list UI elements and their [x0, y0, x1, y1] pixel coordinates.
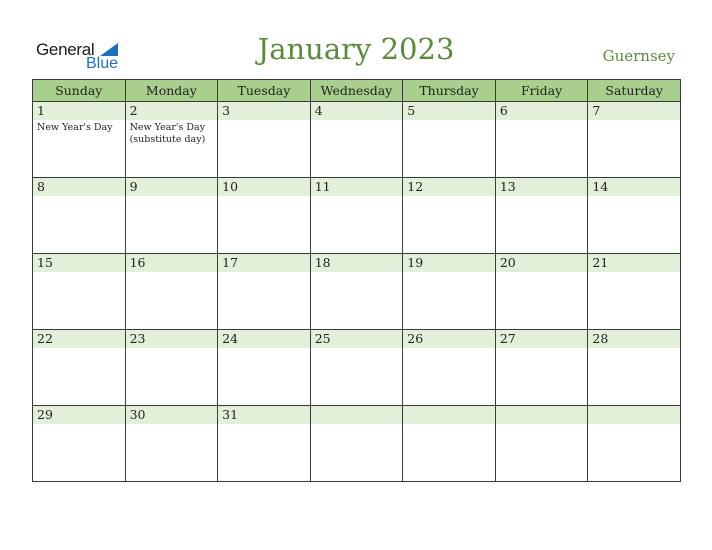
day-cell	[125, 406, 218, 482]
week-row	[33, 330, 681, 406]
day-cell	[33, 330, 126, 406]
day-number-bar	[496, 406, 588, 424]
day-cell	[310, 178, 403, 254]
day-number-bar	[33, 102, 125, 120]
day-number-bar	[588, 102, 680, 120]
day-number: 15	[37, 255, 53, 270]
day-number-bar	[33, 406, 125, 424]
day-cell	[495, 102, 588, 178]
day-number-bar	[33, 178, 125, 196]
day-cell	[218, 178, 311, 254]
weekday-header: Friday	[495, 80, 588, 102]
day-number-bar	[403, 254, 495, 272]
day-number-bar	[403, 102, 495, 120]
day-cell	[125, 102, 218, 178]
day-number-bar	[588, 330, 680, 348]
day-number	[588, 406, 680, 408]
day-number: 25	[314, 331, 331, 346]
day-cell	[588, 178, 681, 254]
day-cell	[218, 102, 311, 178]
weekday-header: Saturday	[588, 80, 681, 102]
day-number-bar	[311, 102, 403, 120]
day-number: 2	[129, 103, 138, 118]
day-cell	[125, 330, 218, 406]
calendar-grid	[32, 79, 681, 482]
day-number-bar	[126, 330, 218, 348]
day-cell	[588, 254, 681, 330]
day-number	[311, 406, 403, 408]
day-cell	[33, 178, 126, 254]
week-row	[33, 102, 681, 178]
day-number: 24	[222, 331, 239, 346]
day-number: 30	[129, 407, 146, 422]
day-cell	[403, 178, 496, 254]
day-cell	[588, 406, 681, 482]
country-label: Guernsey	[602, 47, 675, 65]
day-cell	[403, 330, 496, 406]
day-number-bar	[496, 102, 588, 120]
day-number: 28	[592, 331, 609, 346]
day-number: 7	[592, 103, 601, 118]
day-number: 6	[499, 103, 508, 118]
holiday-label: New Year's Day (substitute day)	[129, 122, 206, 145]
day-number-bar	[403, 406, 495, 424]
day-cell	[218, 330, 311, 406]
day-number-bar	[496, 330, 588, 348]
day-number-bar	[496, 178, 588, 196]
day-number: 5	[407, 103, 416, 118]
day-number-bar	[588, 406, 680, 424]
day-number: 29	[37, 407, 53, 422]
day-number-bar	[126, 102, 218, 120]
day-cell	[310, 330, 403, 406]
day-number: 31	[222, 407, 239, 422]
day-number-bar	[126, 254, 218, 272]
day-number-bar	[126, 406, 218, 424]
day-number-bar	[311, 406, 403, 424]
day-number-bar	[588, 178, 680, 196]
day-number: 14	[592, 179, 609, 194]
day-number-bar	[588, 254, 680, 272]
day-number-bar	[218, 102, 310, 120]
day-number: 19	[407, 255, 424, 270]
day-cell	[403, 406, 496, 482]
day-number: 18	[314, 255, 331, 270]
day-number: 27	[499, 331, 516, 346]
day-cell	[310, 102, 403, 178]
day-cell	[33, 254, 126, 330]
week-row	[33, 254, 681, 330]
logo-text-general: General	[36, 40, 95, 59]
day-number-bar	[403, 330, 495, 348]
day-number-bar	[311, 178, 403, 196]
weekday-header: Thursday	[403, 80, 496, 102]
day-number: 22	[37, 331, 53, 346]
weekday-header: Sunday	[33, 80, 126, 102]
day-number-bar	[311, 254, 403, 272]
day-cell	[125, 178, 218, 254]
day-cell	[403, 102, 496, 178]
day-cell	[125, 254, 218, 330]
day-number: 20	[499, 255, 516, 270]
holiday-label: New Year's Day	[37, 122, 113, 133]
day-number-bar	[311, 330, 403, 348]
day-number: 23	[129, 331, 146, 346]
day-cell	[495, 178, 588, 254]
weekday-header: Monday	[125, 80, 218, 102]
day-number-bar	[403, 178, 495, 196]
day-number-bar	[218, 406, 310, 424]
calendar-title: January 2023	[257, 32, 455, 66]
day-cell	[310, 254, 403, 330]
day-cell	[33, 102, 126, 178]
day-number-bar	[33, 254, 125, 272]
day-number-bar	[496, 254, 588, 272]
day-number: 1	[37, 103, 45, 118]
weekday-header-row	[33, 80, 681, 102]
day-cell	[403, 254, 496, 330]
day-cell	[310, 406, 403, 482]
day-cell	[588, 102, 681, 178]
day-number: 10	[222, 179, 239, 194]
day-cell	[588, 330, 681, 406]
logo-text-blue: Blue	[86, 55, 119, 72]
day-number: 13	[499, 179, 516, 194]
day-number: 21	[592, 255, 609, 270]
day-number-bar	[218, 178, 310, 196]
day-number: 3	[222, 103, 231, 118]
day-number: 12	[407, 179, 424, 194]
day-number: 4	[314, 103, 323, 118]
day-cell	[495, 330, 588, 406]
weekday-header: Wednesday	[310, 80, 403, 102]
day-number: 9	[129, 179, 138, 194]
day-number-bar	[33, 330, 125, 348]
day-number: 8	[37, 179, 45, 194]
day-cell	[218, 406, 311, 482]
day-number	[403, 406, 495, 408]
day-number-bar	[218, 254, 310, 272]
week-row	[33, 178, 681, 254]
day-number: 11	[314, 179, 331, 194]
day-cell	[218, 254, 311, 330]
day-number-bar	[218, 330, 310, 348]
day-number-bar	[126, 178, 218, 196]
day-cell	[495, 406, 588, 482]
week-row	[33, 406, 681, 482]
day-cell	[495, 254, 588, 330]
day-number: 26	[407, 331, 424, 346]
day-number	[496, 406, 588, 408]
day-number: 17	[222, 255, 239, 270]
day-number: 16	[129, 255, 146, 270]
weekday-header: Tuesday	[218, 80, 311, 102]
day-cell	[33, 406, 126, 482]
